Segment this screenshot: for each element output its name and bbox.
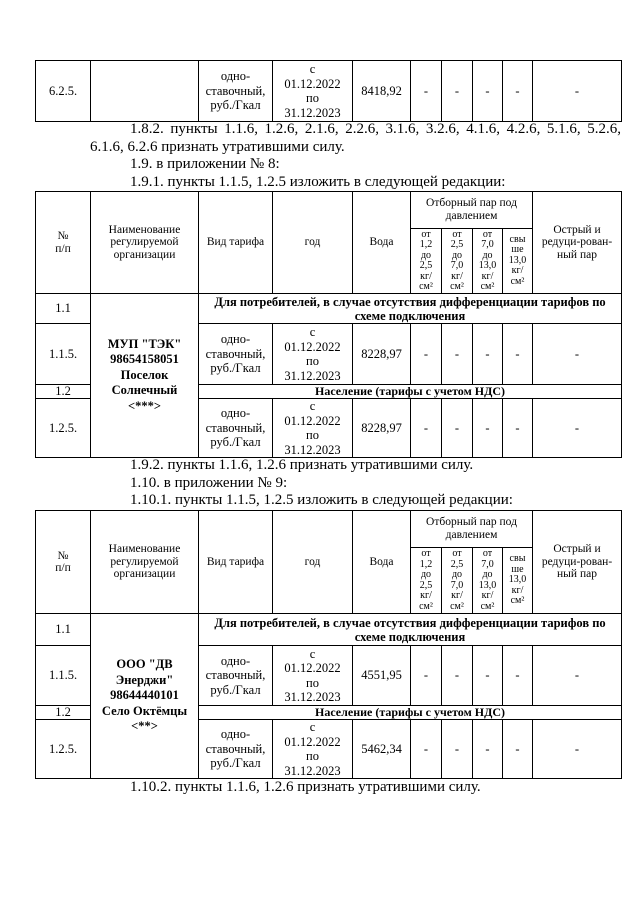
header-steam-7-0-to-13-0: от 7,0 до 13,0 кг/ см² [473, 229, 502, 293]
clause-1-9-2: 1.9.2. пункты 1.1.6, 1.2.6 признать утратившими силу. [130, 457, 474, 473]
steam-2-5-to-7-0-tariff: - [442, 61, 472, 121]
tariff-table-appendix-8 [35, 191, 622, 458]
header-steam-over-13-0: свы ше 13,0 кг/ см² [503, 548, 532, 613]
clause-1-9: 1.9. в приложении № 8: [130, 156, 280, 172]
clause-1-9-1: 1.9.1. пункты 1.1.5, 1.2.5 изложить в следующей редакции: [130, 174, 506, 190]
steam-1-2-to-2-5-tariff: - [411, 399, 441, 457]
header-row-number: № п/п [36, 511, 90, 613]
header-sharp-steam: Острый и редуци-рован- ный пар [533, 192, 621, 293]
header-year: год [273, 511, 352, 613]
tariff-type: одно- ставочный, руб./Гкал [199, 646, 272, 705]
tariff-period: с 01.12.2022 по 31.12.2023 [273, 646, 352, 705]
steam-over-13-0-tariff: - [503, 399, 532, 457]
sharp-steam-tariff: - [533, 646, 621, 705]
steam-7-0-to-13-0-tariff: - [473, 646, 502, 705]
water-tariff: 4551,95 [353, 646, 410, 705]
steam-2-5-to-7-0-tariff: - [442, 399, 472, 457]
header-year: год [273, 192, 352, 293]
header-organization: Наименование регулируемой организации [91, 511, 198, 613]
header-tariff-type: Вид тарифа [199, 511, 272, 613]
water-tariff: 8228,97 [353, 399, 410, 457]
steam-7-0-to-13-0-tariff: - [473, 324, 502, 384]
steam-7-0-to-13-0-tariff: - [473, 720, 502, 778]
section-title: Для потребителей, в случае отсутствия дифференциации тарифов по схеме подключения [199, 614, 621, 645]
header-steam-2-5-to-7-0: от 2,5 до 7,0 кг/ см² [442, 229, 472, 293]
steam-1-2-to-2-5-tariff: - [411, 646, 441, 705]
organization-name: ООО "ДВ Энерджи" 98644440101 Село Октёмцы <**> [91, 614, 198, 778]
steam-7-0-to-13-0-tariff: - [473, 61, 502, 121]
steam-2-5-to-7-0-tariff: - [442, 720, 472, 778]
sharp-steam-tariff: - [533, 720, 621, 778]
organization-name: МУП "ТЭК" 98654158051 Поселок Солнечный <***> [91, 294, 198, 457]
clause-1-8-2-line-1: 1.8.2. пункты 1.1.6, 1.2.6, 2.1.6, 2.2.6, 3.1.6, 3.2.6, 4.1.6, 4.2.6, 5.1.6, 5.2.6, [130, 121, 621, 137]
steam-over-13-0-tariff: - [503, 720, 532, 778]
header-tariff-type: Вид тарифа [199, 192, 272, 293]
tariff-table-appendix-9 [35, 510, 622, 779]
header-organization: Наименование регулируемой организации [91, 192, 198, 293]
clause-1-10-2: 1.10.2. пункты 1.1.6, 1.2.6 признать утратившими силу. [130, 779, 481, 795]
sharp-steam-tariff: - [533, 324, 621, 384]
header-steam-7-0-to-13-0: от 7,0 до 13,0 кг/ см² [473, 548, 502, 613]
header-sharp-steam: Острый и редуци-рован- ный пар [533, 511, 621, 613]
sharp-steam-tariff: - [533, 399, 621, 457]
organization-cell [91, 61, 198, 121]
row-number: 1.2.5. [36, 720, 90, 778]
steam-1-2-to-2-5-tariff: - [411, 324, 441, 384]
header-selected-steam: Отборный пар под давлением [411, 511, 532, 547]
tariff-table-fragment [35, 60, 622, 122]
section-number: 1.1 [36, 614, 90, 645]
tariff-type: одно- ставочный, руб./Гкал [199, 399, 272, 457]
steam-1-2-to-2-5-tariff: - [411, 720, 441, 778]
row-number: 1.1.5. [36, 646, 90, 705]
section-number: 1.2 [36, 385, 90, 398]
section-title: Население (тарифы с учетом НДС) [199, 706, 621, 719]
header-steam-1-2-to-2-5: от 1,2 до 2,5 кг/ см² [411, 229, 441, 293]
section-title: Население (тарифы с учетом НДС) [199, 385, 621, 398]
tariff-period: с 01.12.2022 по 31.12.2023 [273, 324, 352, 384]
water-tariff: 8228,97 [353, 324, 410, 384]
steam-2-5-to-7-0-tariff: - [442, 646, 472, 705]
clause-1-8-2-line-2: 6.1.6, 6.2.6 признать утратившими силу. [90, 139, 345, 155]
row-number: 1.2.5. [36, 399, 90, 457]
tariff-period: с 01.12.2022 по 31.12.2023 [273, 61, 352, 121]
section-number: 1.2 [36, 706, 90, 719]
section-number: 1.1 [36, 294, 90, 323]
tariff-period: с 01.12.2022 по 31.12.2023 [273, 720, 352, 778]
steam-2-5-to-7-0-tariff: - [442, 324, 472, 384]
steam-7-0-to-13-0-tariff: - [473, 399, 502, 457]
header-water: Вода [353, 192, 410, 293]
tariff-type: одно- ставочный, руб./Гкал [199, 720, 272, 778]
row-number: 6.2.5. [36, 61, 90, 121]
tariff-type: одно- ставочный, руб./Гкал [199, 324, 272, 384]
steam-over-13-0-tariff: - [503, 61, 532, 121]
row-number: 1.1.5. [36, 324, 90, 384]
steam-over-13-0-tariff: - [503, 646, 532, 705]
tariff-period: с 01.12.2022 по 31.12.2023 [273, 399, 352, 457]
steam-over-13-0-tariff: - [503, 324, 532, 384]
clause-1-10-1: 1.10.1. пункты 1.1.5, 1.2.5 изложить в следующей редакции: [130, 492, 513, 508]
steam-1-2-to-2-5-tariff: - [411, 61, 441, 121]
header-steam-1-2-to-2-5: от 1,2 до 2,5 кг/ см² [411, 548, 441, 613]
sharp-steam-tariff: - [533, 61, 621, 121]
header-row-number: № п/п [36, 192, 90, 293]
header-steam-over-13-0: свы ше 13,0 кг/ см² [503, 229, 532, 293]
water-tariff: 5462,34 [353, 720, 410, 778]
tariff-type: одно- ставочный, руб./Гкал [199, 61, 272, 121]
water-tariff: 8418,92 [353, 61, 410, 121]
header-water: Вода [353, 511, 410, 613]
section-title: Для потребителей, в случае отсутствия дифференциации тарифов по схеме подключения [199, 294, 621, 323]
header-steam-2-5-to-7-0: от 2,5 до 7,0 кг/ см² [442, 548, 472, 613]
header-selected-steam: Отборный пар под давлением [411, 192, 532, 228]
clause-1-10: 1.10. в приложении № 9: [130, 475, 288, 491]
